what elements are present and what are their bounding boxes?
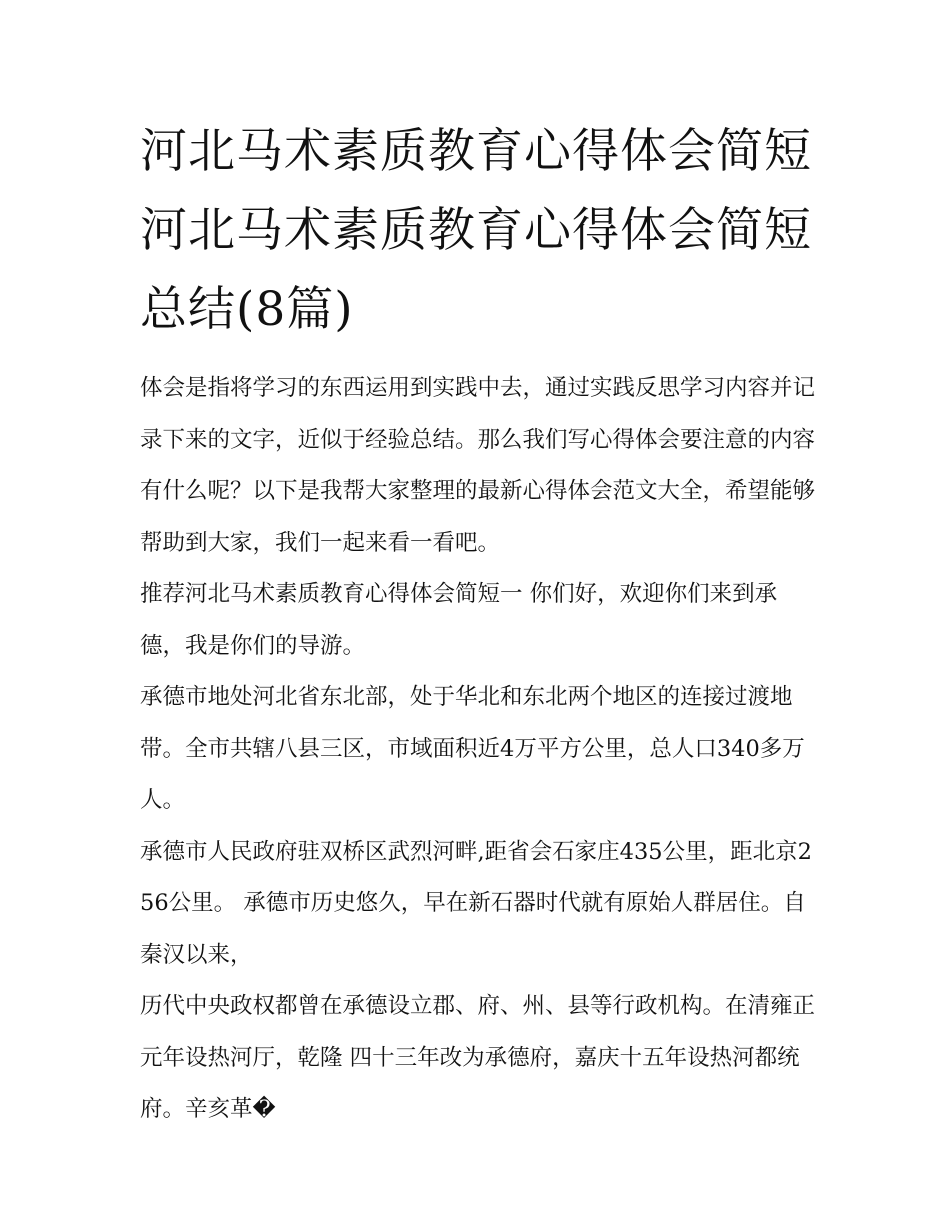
paragraph-location: 承德市地处河北省东北部，处于华北和东北两个地区的连接过渡地带。全市共辖八县三区，市域面积近4万平方公里，总人口340多万人。 xyxy=(140,684,805,813)
paragraph-history: 历代中央政权都曾在承德设立郡、府、州、县等行政机构。在清雍正元年设热河厅，乾隆 四十三年改为承德府，嘉庆十五年设热河都统府。辛亥革� xyxy=(140,993,816,1122)
document-page xyxy=(140,112,815,1136)
document-body xyxy=(140,363,815,1136)
document-title: 河北马术素质教育心得体会简短 河北马术素质教育心得体会简短总结(8篇) xyxy=(140,124,812,337)
paragraph-greeting: 推荐河北马术素质教育心得体会简短一 你们好，欢迎你们来到承德，我是你们的导游。 xyxy=(140,581,778,659)
paragraph-intro: 体会是指将学习的东西运用到实践中去，通过实践反思学习内容并记录下来的文字，近似于经验总结。那么我们写心得体会要注意的内容有什么呢？以下是我帮大家整理的最新心得体会范文大全，希望能够帮助到大家，我们一起来看一看吧。 xyxy=(140,375,816,556)
paragraph-government: 承德市人民政府驻双桥区武烈河畔,距省会石家庄435公里，距北京256公里。 承德市历史悠久，早在新石器时代就有原始人群居住。自秦汉以来， xyxy=(140,838,812,968)
